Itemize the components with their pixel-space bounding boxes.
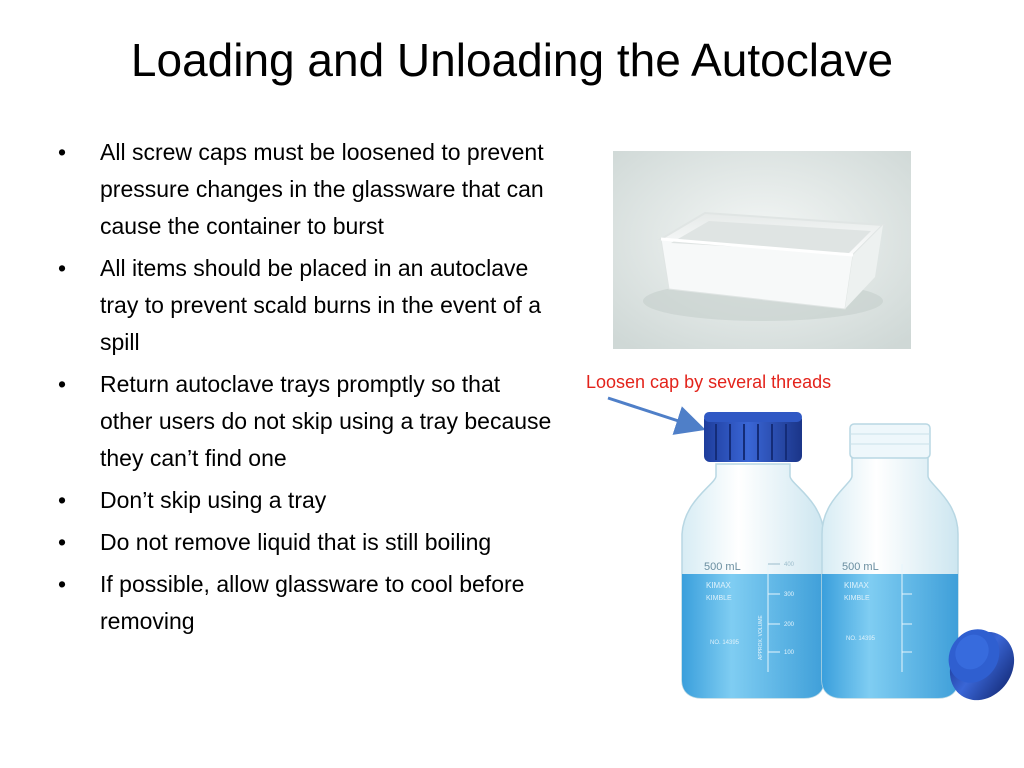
graduation-label: 200: [784, 622, 795, 628]
bullet-item: [56, 366, 556, 477]
bullet-item: [56, 482, 556, 519]
bullet-dot: •: [58, 487, 67, 513]
bottle-model-label: NO. 14395: [710, 640, 740, 646]
bottle-brand-label: KIMAX: [706, 581, 731, 590]
graduation-label: 400: [784, 562, 795, 568]
bullet-dot: •: [58, 255, 67, 281]
media-bottles-image: [676, 404, 1020, 704]
bullet-item: [56, 134, 556, 245]
bullet-dot: •: [58, 529, 67, 555]
autoclave-tray-image: [613, 151, 911, 349]
bullet-text: If possible, allow glassware to cool before removing: [100, 571, 525, 634]
graduation-label: 100: [784, 650, 795, 656]
capped-bottle: [682, 412, 824, 698]
bottle-volume-label: 500 mL: [842, 561, 879, 573]
bullet-list: [56, 134, 556, 645]
slide-title: Loading and Unloading the Autoclave: [130, 34, 894, 86]
bullet-text: All items should be placed in an autoclave tray to prevent scald burns in the event of a spill: [100, 255, 542, 355]
bullet-text: All screw caps must be loosened to prevent pressure changes in the glassware that can cause the container to burst: [100, 139, 544, 239]
graduation-label: 300: [784, 592, 795, 598]
bottle-volume-label: 500 mL: [704, 561, 741, 573]
bottle-maker-label: KIMBLE: [844, 595, 870, 602]
bottle-brand-label: KIMAX: [844, 581, 869, 590]
bullet-dot: •: [58, 139, 67, 165]
uncapped-bottle: [822, 424, 958, 698]
bottle-model-label: NO. 14395: [846, 636, 876, 642]
bullet-item: [56, 524, 556, 561]
bottle-maker-label: KIMBLE: [706, 595, 732, 602]
bullet-item: [56, 250, 556, 361]
bullet-text: Don’t skip using a tray: [100, 487, 327, 513]
bullet-dot: •: [58, 371, 67, 397]
approx-volume-label: APPROX. VOLUME: [758, 615, 764, 660]
loosen-cap-caption: Loosen cap by several threads: [586, 372, 832, 392]
bullet-dot: •: [58, 571, 67, 597]
bullet-text: Return autoclave trays promptly so that other users do not skip using a tray because they can’t find one: [100, 371, 552, 471]
bullet-item: [56, 566, 556, 640]
bullet-text: Do not remove liquid that is still boiling: [100, 529, 492, 555]
